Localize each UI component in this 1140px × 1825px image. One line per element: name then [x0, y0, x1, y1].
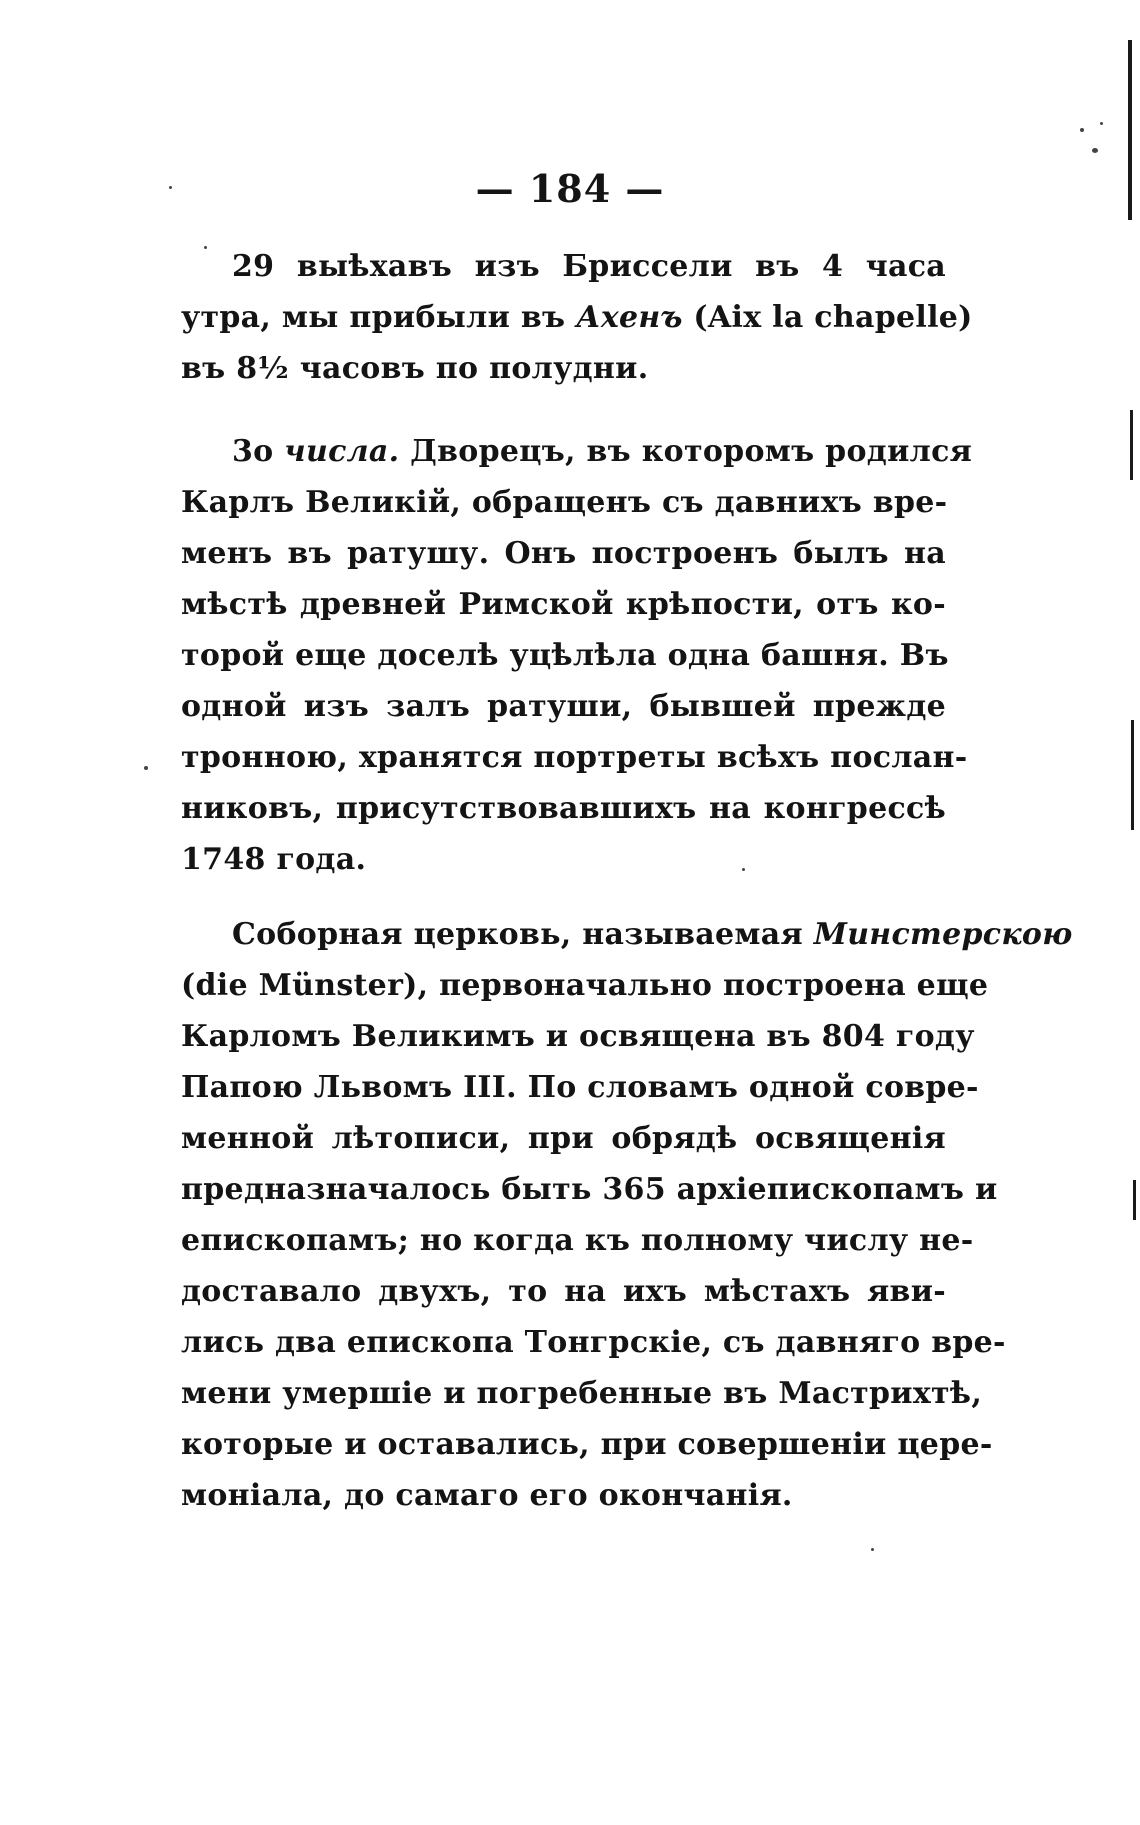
- text-line: [181, 534, 946, 574]
- text-run: Карломъ Великимъ и освящена въ 804 году: [181, 1019, 975, 1054]
- scan-speck: [204, 246, 207, 249]
- text-run: мени умершіе и погребенные въ Мастрихтѣ,: [181, 1376, 983, 1411]
- scan-speck: [871, 1548, 874, 1551]
- text-run: лись два епископа Тонгрскіе, съ давняго вре-: [181, 1325, 1006, 1360]
- text-run: 29 выѣхавъ изъ Бриссели въ 4 часа: [232, 249, 946, 284]
- text-line: [181, 738, 968, 778]
- text-run: предназначалось быть 365 архіепископамъ и: [181, 1172, 998, 1207]
- text-line: [181, 840, 946, 880]
- text-line: [181, 687, 946, 727]
- page-number: — 184 —: [475, 166, 665, 211]
- text-run: 3о: [232, 434, 285, 469]
- text-run: (die Münster), первоначально построена еще: [181, 968, 989, 1003]
- text-line: [181, 483, 946, 523]
- text-line: [181, 349, 946, 389]
- text-run: тронною, хранятся портреты всѣхъ послан-: [181, 740, 968, 775]
- text-line: [181, 1170, 998, 1210]
- text-run: доставало двухъ, то на ихъ мѣстахъ яви-: [181, 1274, 946, 1309]
- scan-edge-mark: [1131, 720, 1134, 830]
- scan-edge-mark: [1133, 1180, 1136, 1220]
- text-line: [181, 1374, 983, 1414]
- text-run: мѣстѣ древней Римской крѣпости, отъ ко-: [181, 587, 946, 622]
- text-line: [181, 1323, 1006, 1363]
- scan-edge-mark: [1130, 410, 1133, 480]
- text-line: [181, 966, 989, 1006]
- italic-text-run: Ахенъ: [576, 300, 683, 335]
- text-line: [181, 1476, 946, 1516]
- text-run: епископамъ; но когда къ полному числу не-: [181, 1223, 974, 1258]
- text-line: [181, 585, 946, 625]
- text-run: утра, мы прибыли въ: [181, 300, 577, 335]
- text-run: (Aix la chapelle): [682, 300, 973, 335]
- text-line: [181, 298, 973, 338]
- text-line: [181, 636, 949, 676]
- text-line: [181, 1068, 979, 1108]
- text-run: въ 8½ часовъ по полудни.: [181, 351, 649, 386]
- text-run: которые и оставались, при совершеніи цере-: [181, 1427, 993, 1462]
- text-run: никовъ, присутствовавшихъ на конгрессѣ: [181, 791, 946, 826]
- text-line: [232, 247, 946, 287]
- text-run: одной изъ залъ ратуши, бывшей прежде: [181, 689, 946, 724]
- text-line: [181, 1017, 975, 1057]
- text-line: [181, 789, 946, 829]
- scan-speck: [169, 186, 172, 189]
- scan-speck: [742, 868, 745, 871]
- text-line: [181, 1119, 946, 1159]
- text-run: 1748 года.: [181, 842, 367, 877]
- text-run: менъ въ ратушу. Онъ построенъ былъ на: [181, 536, 946, 571]
- scan-speck: [1080, 128, 1084, 132]
- scan-speck: [1092, 148, 1098, 153]
- italic-text-run: числа.: [284, 434, 400, 469]
- text-line: [181, 1221, 974, 1261]
- text-run: Карлъ Великій, обращенъ съ давнихъ вре-: [181, 485, 948, 520]
- italic-text-run: Минстерскою: [813, 917, 1073, 952]
- text-run: торой еще доселѣ уцѣлѣла одна башня. Въ: [181, 638, 949, 673]
- scan-speck: [1100, 122, 1103, 125]
- text-line: [232, 915, 1073, 955]
- text-run: менной лѣтописи, при обрядѣ освященія: [181, 1121, 946, 1156]
- scan-speck: [144, 766, 148, 770]
- text-line: [232, 432, 973, 472]
- text-line: [181, 1425, 993, 1465]
- text-run: моніала, до самаго его окончанія.: [181, 1478, 793, 1513]
- text-line: [181, 1272, 946, 1312]
- text-run: Дворецъ, въ которомъ родился: [399, 434, 973, 469]
- text-run: Соборная церковь, называемая: [232, 917, 814, 952]
- text-run: Папою Львомъ III. По словамъ одной совре-: [181, 1070, 979, 1105]
- scan-edge-mark: [1128, 40, 1132, 220]
